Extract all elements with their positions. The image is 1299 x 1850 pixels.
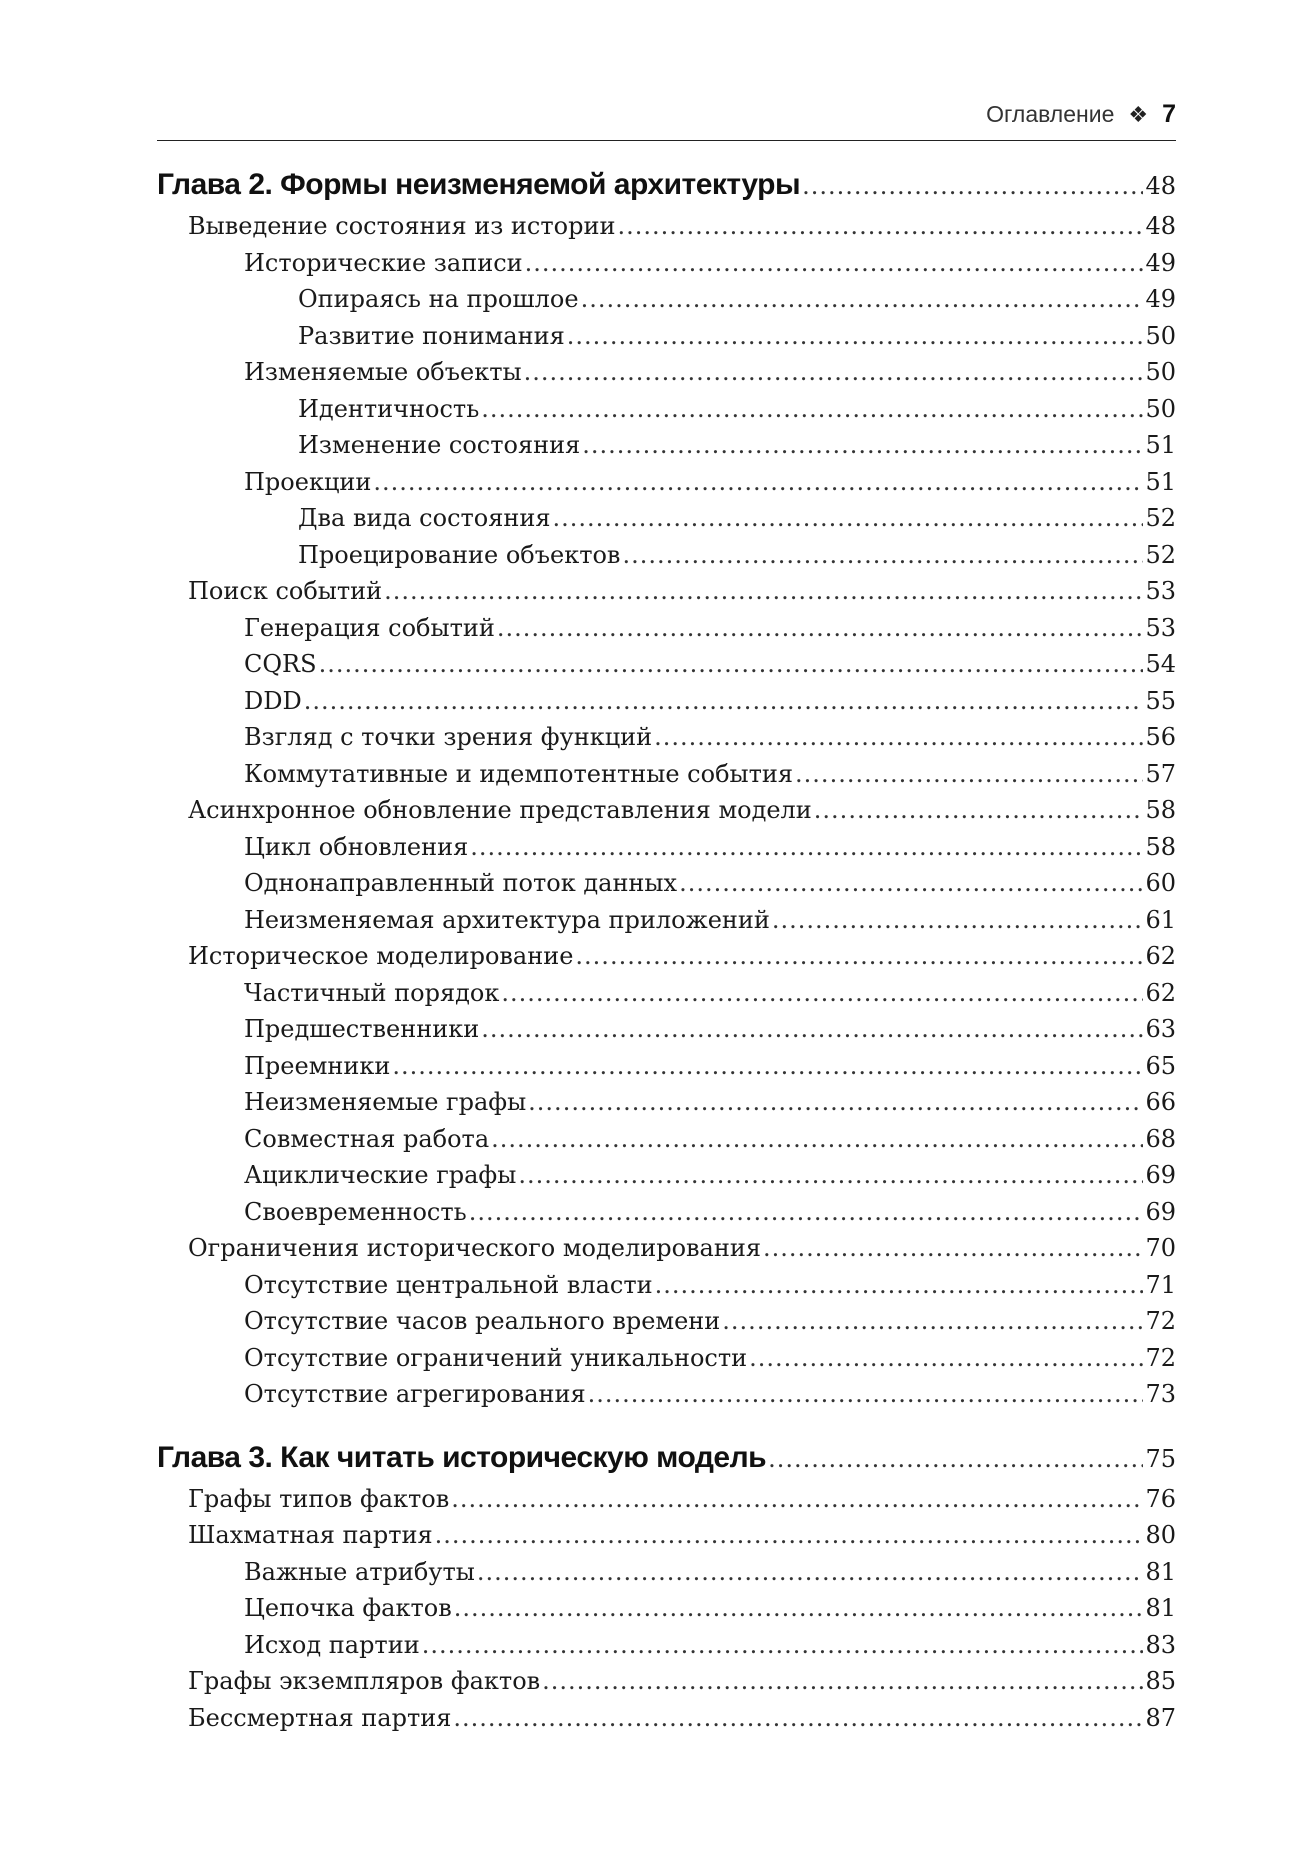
dot-leader — [567, 322, 1144, 350]
toc-section-title: Графы типов фактов — [188, 1484, 450, 1513]
toc-subsection-title: Отсутствие ограничений уникальности — [244, 1343, 748, 1372]
toc-section-title: Бессмертная партия — [188, 1703, 452, 1732]
running-header — [157, 100, 1176, 141]
toc-section-title: Выведение состояния из истории — [188, 212, 616, 240]
toc-section-page: 48 — [1145, 212, 1176, 240]
toc-section[interactable] — [157, 942, 1176, 979]
toc-subsection-page: 69 — [1145, 1197, 1176, 1226]
toc-section-title: Поиск событий — [188, 577, 383, 605]
toc-subsubsection[interactable] — [157, 322, 1176, 359]
toc-subsection[interactable] — [157, 760, 1176, 797]
toc-subsubsection-page: 50 — [1145, 321, 1176, 350]
toc-subsection-page: 66 — [1145, 1088, 1176, 1116]
toc-subsection-page: 60 — [1145, 869, 1176, 897]
chapter-spacer — [157, 1417, 1176, 1441]
toc-subsection[interactable] — [157, 1125, 1176, 1162]
toc-section[interactable] — [157, 577, 1176, 614]
toc-chapter-page: 48 — [1145, 172, 1176, 200]
dot-leader — [497, 614, 1144, 642]
dot-leader — [588, 1380, 1144, 1408]
toc-subsection-page: 50 — [1145, 358, 1176, 386]
toc-subsection-page: 49 — [1145, 248, 1176, 277]
toc-subsection[interactable] — [157, 723, 1176, 760]
dot-leader — [481, 395, 1143, 423]
toc-subsubsection-page: 52 — [1145, 504, 1176, 532]
header-page-number: 7 — [1162, 100, 1176, 128]
toc-section-page: 76 — [1145, 1484, 1176, 1513]
toc-section[interactable] — [157, 212, 1176, 249]
dot-leader — [422, 1631, 1144, 1659]
dot-leader — [477, 1558, 1144, 1586]
toc-subsection-page: 81 — [1145, 1557, 1176, 1586]
toc-subsection-page: 53 — [1145, 613, 1176, 642]
toc-subsubsection-page: 50 — [1145, 394, 1176, 423]
dot-leader — [454, 1594, 1144, 1622]
toc-subsubsection-page: 52 — [1145, 540, 1176, 569]
toc-subsection[interactable] — [157, 1344, 1176, 1381]
dot-leader — [772, 906, 1144, 934]
toc-subsubsection[interactable] — [157, 395, 1176, 432]
toc-section[interactable] — [157, 1704, 1176, 1741]
toc-section-page: 53 — [1145, 577, 1176, 605]
dot-leader — [501, 979, 1143, 1007]
toc-subsection-page: 57 — [1145, 759, 1176, 788]
toc-subsection-title: Преемники — [244, 1051, 391, 1080]
dot-leader — [763, 1234, 1143, 1262]
dot-leader — [802, 172, 1143, 200]
toc-subsection-page: 61 — [1145, 905, 1176, 934]
dot-leader — [304, 687, 1144, 715]
toc-section-page: 70 — [1145, 1234, 1176, 1262]
dot-leader — [491, 1125, 1143, 1153]
toc-subsection-title: Коммутативные и идемпотентные события — [244, 759, 794, 788]
toc-subsection[interactable] — [157, 1307, 1176, 1344]
toc-subsubsection[interactable] — [157, 431, 1176, 468]
header-section-title: Оглавление — [986, 101, 1115, 127]
dot-leader — [582, 431, 1143, 459]
toc-subsection[interactable] — [157, 1088, 1176, 1125]
dot-leader — [622, 541, 1143, 569]
toc-section[interactable] — [157, 1234, 1176, 1271]
toc-subsection[interactable] — [157, 1380, 1176, 1417]
toc-subsection-title: Предшественники — [244, 1015, 480, 1043]
toc-subsection-title: Цикл обновления — [244, 832, 469, 861]
toc-subsection[interactable] — [157, 1161, 1176, 1198]
toc-subsection-page: 63 — [1145, 1015, 1176, 1043]
dot-leader — [518, 1161, 1143, 1189]
toc-subsection[interactable] — [157, 650, 1176, 687]
toc-subsection-title: Изменяемые объекты — [244, 358, 522, 386]
dot-leader — [384, 577, 1143, 605]
dot-leader — [581, 285, 1144, 313]
toc-subsection-page: 62 — [1145, 978, 1176, 1007]
toc-subsection-title: Отсутствие часов реального времени — [244, 1307, 721, 1335]
toc-subsection-title: Важные атрибуты — [244, 1557, 475, 1586]
toc-subsection-page: 81 — [1145, 1594, 1176, 1622]
toc-subsection-page: 55 — [1145, 686, 1176, 715]
toc-subsection-page: 73 — [1145, 1380, 1176, 1408]
toc-subsection-title: Своевременность — [244, 1197, 467, 1226]
toc-subsection-page: 54 — [1145, 650, 1176, 678]
toc-subsection[interactable] — [157, 687, 1176, 724]
dot-leader — [722, 1307, 1143, 1335]
toc-subsection[interactable] — [157, 1594, 1176, 1631]
dot-leader — [319, 650, 1144, 678]
toc-subsection-page: 51 — [1145, 467, 1176, 496]
toc-subsection[interactable] — [157, 833, 1176, 870]
toc-subsubsection-title: Идентичность — [298, 394, 480, 423]
toc-subsection-title: Неизменяемая архитектура приложений — [244, 905, 770, 934]
toc-subsubsection-title: Проецирование объектов — [298, 540, 621, 569]
toc-subsection-title: Неизменяемые графы — [244, 1088, 527, 1116]
dot-leader — [617, 212, 1143, 240]
toc-subsection-title: Совместная работа — [244, 1124, 490, 1153]
dot-leader — [392, 1052, 1143, 1080]
dot-leader — [575, 942, 1143, 970]
toc-section[interactable] — [157, 1667, 1176, 1704]
dot-leader — [654, 723, 1143, 751]
toc-subsection[interactable] — [157, 869, 1176, 906]
dot-leader — [525, 249, 1144, 277]
toc-section-page: 62 — [1145, 942, 1176, 970]
toc-subsection-title: Цепочка фактов — [244, 1594, 452, 1622]
toc-subsection[interactable] — [157, 614, 1176, 651]
toc-subsection-page: 72 — [1145, 1307, 1176, 1335]
toc-section-page: 58 — [1145, 796, 1176, 824]
toc-subsection[interactable] — [157, 1052, 1176, 1089]
toc-subsection-page: 83 — [1145, 1630, 1176, 1659]
dot-leader — [481, 1015, 1143, 1043]
toc-subsection-title: Проекции — [244, 467, 372, 496]
toc-subsection[interactable] — [157, 358, 1176, 395]
toc-section-page: 80 — [1145, 1521, 1176, 1549]
toc-subsection-title: Исход партии — [244, 1630, 420, 1659]
toc-subsection-page: 69 — [1145, 1161, 1176, 1189]
dot-leader — [373, 468, 1143, 496]
toc-subsection-title: Отсутствие агрегирования — [244, 1380, 586, 1408]
toc-subsection-title: Ациклические графы — [244, 1161, 517, 1189]
dot-leader — [528, 1088, 1143, 1116]
ornament-icon: ❖ — [1128, 102, 1149, 127]
dot-leader — [749, 1344, 1143, 1372]
toc-subsection[interactable] — [157, 906, 1176, 943]
toc-subsubsection-page: 51 — [1145, 431, 1176, 459]
toc-subsection[interactable] — [157, 1015, 1176, 1052]
toc-subsection-title: CQRS — [244, 650, 317, 678]
toc-subsection[interactable] — [157, 468, 1176, 505]
dot-leader — [524, 358, 1144, 386]
toc-subsection-page: 72 — [1145, 1343, 1176, 1372]
toc-subsection[interactable] — [157, 979, 1176, 1016]
toc-subsubsection[interactable] — [157, 541, 1176, 578]
toc-subsubsection-title: Опираясь на прошлое — [298, 285, 579, 313]
toc-subsection-title: DDD — [244, 686, 302, 715]
toc-section[interactable] — [157, 1521, 1176, 1558]
toc-subsection-page: 56 — [1145, 723, 1176, 751]
dot-leader — [655, 1271, 1144, 1299]
toc-subsection[interactable] — [157, 249, 1176, 286]
toc-section-title: Ограничения исторического моделирования — [188, 1234, 761, 1262]
toc-subsection-title: Исторические записи — [244, 248, 523, 277]
toc-subsection-title: Отсутствие центральной власти — [244, 1270, 653, 1299]
table-of-contents — [157, 168, 1176, 1740]
toc-section-page: 85 — [1145, 1667, 1176, 1695]
toc-subsection-page: 71 — [1145, 1270, 1176, 1299]
dot-leader — [679, 869, 1143, 897]
toc-section-title: Историческое моделирование — [188, 942, 574, 970]
toc-subsection-title: Частичный порядок — [244, 978, 500, 1007]
dot-leader — [795, 760, 1143, 788]
toc-subsubsection-title: Два вида состояния — [298, 504, 551, 532]
toc-subsection-title: Однонаправленный поток данных — [244, 869, 678, 897]
toc-section[interactable] — [157, 1485, 1176, 1522]
dot-leader — [768, 1445, 1143, 1473]
dot-leader — [435, 1521, 1144, 1549]
toc-subsubsection-page: 49 — [1145, 285, 1176, 313]
dot-leader — [542, 1667, 1143, 1695]
toc-subsection-page: 58 — [1145, 832, 1176, 861]
dot-leader — [469, 1198, 1144, 1226]
toc-section-page: 87 — [1145, 1703, 1176, 1732]
toc-subsection[interactable] — [157, 1558, 1176, 1595]
toc-chapter-title: Глава 2. Формы неизменяемой архитектуры — [157, 168, 801, 201]
toc-section-title: Шахматная партия — [188, 1521, 433, 1549]
toc-subsubsection[interactable] — [157, 285, 1176, 322]
toc-chapter[interactable] — [157, 1441, 1176, 1485]
dot-leader — [470, 833, 1143, 861]
toc-chapter[interactable] — [157, 168, 1176, 212]
toc-section[interactable] — [157, 796, 1176, 833]
toc-subsection-page: 65 — [1145, 1051, 1176, 1080]
toc-subsubsection[interactable] — [157, 504, 1176, 541]
dot-leader — [553, 504, 1144, 532]
toc-chapter-title: Глава 3. Как читать историческую модель — [157, 1440, 767, 1474]
toc-subsection-title: Взгляд с точки зрения функций — [244, 723, 653, 751]
toc-subsection[interactable] — [157, 1631, 1176, 1668]
toc-subsection-page: 68 — [1145, 1124, 1176, 1153]
toc-subsection[interactable] — [157, 1198, 1176, 1235]
toc-subsection[interactable] — [157, 1271, 1176, 1308]
dot-leader — [453, 1704, 1143, 1732]
toc-subsubsection-title: Развитие понимания — [298, 321, 565, 350]
toc-subsection-title: Генерация событий — [244, 613, 495, 642]
header-content — [986, 100, 1176, 129]
dot-leader — [451, 1485, 1143, 1513]
toc-subsubsection-title: Изменение состояния — [298, 431, 581, 459]
toc-section-title: Графы экземпляров фактов — [188, 1667, 541, 1695]
toc-section-title: Асинхронное обновление представления модели — [188, 796, 812, 824]
dot-leader — [814, 796, 1144, 824]
toc-chapter-page: 75 — [1145, 1444, 1176, 1473]
